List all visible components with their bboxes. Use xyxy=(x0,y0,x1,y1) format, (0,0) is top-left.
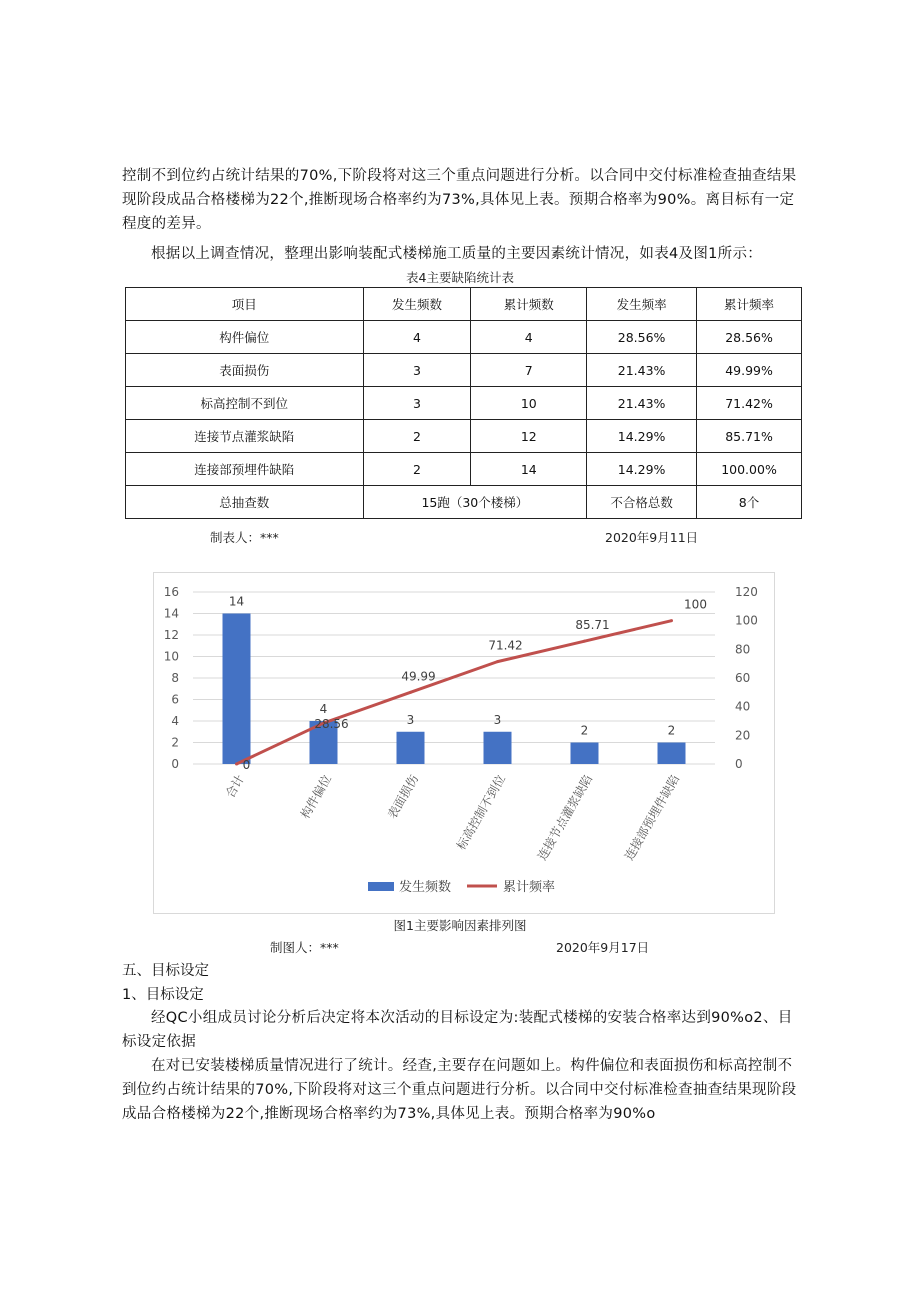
table-cell: 71.42% xyxy=(697,387,802,420)
legend-bar-label: 发生频数 xyxy=(399,880,452,895)
footer-value-2: 8个 xyxy=(697,486,802,519)
table-cell: 85.71% xyxy=(697,420,802,453)
left-axis-tick: 14 xyxy=(163,606,179,621)
table-maker: 制表人：*** xyxy=(210,530,279,545)
line-point xyxy=(583,640,586,643)
table-cell: 2 xyxy=(363,453,471,486)
table-caption: 表4主要缺陷统计表 xyxy=(406,270,514,285)
bar xyxy=(223,614,251,765)
table-cell: 12 xyxy=(471,420,587,453)
line-value-label: 71.42 xyxy=(488,638,523,653)
table-cell: 14 xyxy=(471,453,587,486)
table-cell: 表面损伤 xyxy=(126,354,364,387)
right-axis-tick: 120 xyxy=(735,585,758,599)
line-value-label: 100 xyxy=(684,597,707,612)
header-cell: 累计频数 xyxy=(471,288,587,321)
right-axis-tick: 20 xyxy=(735,728,751,743)
figure-date: 2020年9月17日 xyxy=(556,940,650,955)
table-row xyxy=(126,387,802,420)
x-axis-label: 连接部预埋件缺陷 xyxy=(621,772,683,863)
footer-label-2: 不合格总数 xyxy=(587,486,697,519)
left-axis-tick: 10 xyxy=(163,649,179,664)
table-row xyxy=(126,453,802,486)
summary-paragraph: 根据以上调查情况，整理出影响装配式楼梯施工质量的主要因素统计情况，如表4及图1所示： xyxy=(151,246,763,262)
bar-value-label: 14 xyxy=(228,594,245,609)
table-cell: 100.00% xyxy=(697,453,802,486)
left-axis-tick: 4 xyxy=(171,714,179,728)
right-axis-tick: 40 xyxy=(735,699,751,714)
line-point xyxy=(670,619,673,622)
table-row xyxy=(126,321,802,354)
table-cell: 49.99% xyxy=(697,354,802,387)
table-cell: 构件偏位 xyxy=(126,321,364,354)
bar-value-label: 2 xyxy=(580,723,589,738)
left-axis-tick: 12 xyxy=(163,628,179,642)
legend-line-label: 累计频率 xyxy=(503,880,556,895)
header-cell: 累计频率 xyxy=(697,288,802,321)
figure-maker: 制图人：*** xyxy=(270,940,339,955)
table-footer-row xyxy=(126,486,802,519)
x-axis-label: 合计 xyxy=(222,772,248,801)
bar-value-label: 3 xyxy=(493,712,502,727)
right-axis-tick: 80 xyxy=(735,642,751,657)
line-value-label: 28.56 xyxy=(314,717,349,732)
bar xyxy=(571,743,599,765)
right-axis-tick: 100 xyxy=(735,613,758,628)
table-cell: 28.56% xyxy=(697,321,802,354)
table-cell: 4 xyxy=(471,321,587,354)
bar-value-label: 3 xyxy=(406,712,415,727)
table-cell: 标高控制不到位 xyxy=(126,387,364,420)
table-cell: 28.56% xyxy=(587,321,697,354)
bar-value-label: 4 xyxy=(319,702,328,716)
table-cell: 2 xyxy=(363,420,471,453)
table-header-row xyxy=(126,288,802,321)
line-point xyxy=(496,660,499,663)
pareto-chart xyxy=(153,572,775,914)
table-cell: 21.43% xyxy=(587,387,697,420)
bar xyxy=(658,743,686,765)
line-point xyxy=(235,763,238,766)
line-point xyxy=(409,691,412,694)
line-value-label: 85.71 xyxy=(575,618,610,633)
bar xyxy=(484,732,512,764)
bar-value-label: 2 xyxy=(667,723,676,738)
legend-bar-swatch xyxy=(368,882,394,891)
x-axis-label: 构件偏位 xyxy=(297,772,335,822)
basis-paragraph: 在对已安装楼梯质量情况进行了统计。经查,主要存在问题如上。构件偏位和表面损伤和标高控制不到位约占统计结果的70%,下阶段将对这三个重点问题进行分析。以合同中交付标准检查抽查结果现阶段成品合格楼梯为22个,推断现场合格率约为73%,具体见上表。预期合格率为90%o xyxy=(122,1058,797,1122)
table-cell: 连接部预埋件缺陷 xyxy=(126,453,364,486)
header-cell: 发生频数 xyxy=(363,288,471,321)
footer-label: 总抽查数 xyxy=(126,486,364,519)
table-cell: 7 xyxy=(471,354,587,387)
left-axis-tick: 0 xyxy=(171,757,179,771)
intro-paragraph: 控制不到位约占统计结果的70%,下阶段将对这三个重点问题进行分析。以合同中交付标准检查抽查结果现阶段成品合格楼梯为22个,推断现场合格率约为73%,具体见上表。预期合格率为90%。离目标有一定程度的差异。 xyxy=(122,168,797,232)
table-row xyxy=(126,354,802,387)
table-row xyxy=(126,420,802,453)
table-cell: 4 xyxy=(363,321,471,354)
line-value-label: 49.99 xyxy=(401,669,436,684)
x-axis-label: 表面损伤 xyxy=(384,772,422,822)
table-cell: 14.29% xyxy=(587,420,697,453)
bar xyxy=(397,732,425,764)
left-axis-tick: 2 xyxy=(171,735,179,750)
x-axis-label: 标高控制不到位 xyxy=(453,772,509,853)
left-axis-tick: 6 xyxy=(171,692,179,707)
right-axis-tick: 0 xyxy=(735,757,743,771)
table-date: 2020年9月11日 xyxy=(605,530,699,545)
table-cell: 10 xyxy=(471,387,587,420)
x-axis-label: 连接节点灌浆缺陷 xyxy=(534,772,596,863)
section-subheading: 1、目标设定 xyxy=(122,987,204,1003)
defect-stats-table xyxy=(125,287,802,519)
section-heading: 五、目标设定 xyxy=(122,963,209,979)
right-axis-tick: 60 xyxy=(735,671,751,685)
figure-caption: 图1主要影响因素排列图 xyxy=(393,918,527,933)
footer-value: 15跑（30个楼梯） xyxy=(363,486,587,519)
left-axis-tick: 8 xyxy=(171,671,179,685)
line-value-label: 0 xyxy=(242,758,251,772)
table-cell: 3 xyxy=(363,354,471,387)
table-cell: 14.29% xyxy=(587,453,697,486)
table-cell: 21.43% xyxy=(587,354,697,387)
left-axis-tick: 16 xyxy=(163,585,179,599)
table-cell: 3 xyxy=(363,387,471,420)
header-cell: 项目 xyxy=(126,288,364,321)
table-cell: 连接节点灌浆缺陷 xyxy=(126,420,364,453)
header-cell: 发生频率 xyxy=(587,288,697,321)
goal-paragraph: 经QC小组成员讨论分析后决定将本次活动的目标设定为:装配式楼梯的安装合格率达到90%o2、目标设定依据 xyxy=(122,1010,793,1050)
